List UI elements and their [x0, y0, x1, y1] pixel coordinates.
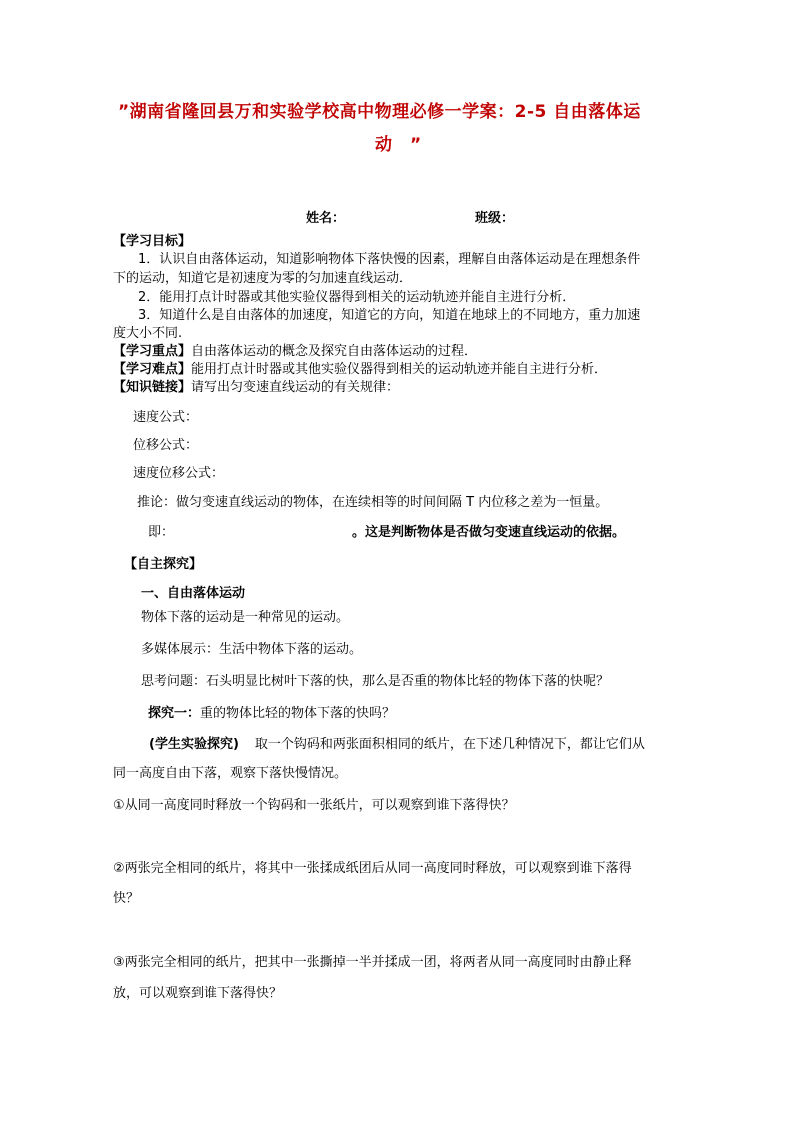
- section1-title: 一、自由落体运动: [141, 586, 246, 601]
- knowledge-link-heading: 【知识链接】: [113, 380, 192, 395]
- objective-2: 2．能用打点计时器或其他实验仪器得到相关的运动轨迹并能自主进行分析．: [138, 290, 576, 305]
- objective-1-line2: 下的运动，知道它是初速度为零的匀加速直线运动．: [113, 271, 413, 286]
- explore1-label: 探究一：: [148, 706, 201, 721]
- explore1-row: [148, 705, 395, 723]
- explore1-text: 重的物体比轻的物体下落的快吗？: [200, 706, 396, 721]
- experiment-row: [149, 736, 645, 754]
- difficulties-text: 能用打点计时器或其他实验仪器得到相关的运动轨迹并能自主进行分析．: [191, 362, 608, 377]
- key-points-heading: 【学习重点】: [113, 344, 192, 359]
- i-e-label: 即：: [148, 525, 175, 540]
- document-title-line2: 动 ”: [375, 135, 422, 155]
- experiment-line2: 同一高度自由下落，观察下落快慢情况。: [113, 766, 348, 781]
- velocity-displacement-formula-label: 速度位移公式：: [133, 466, 225, 481]
- paragraph-1: 物体下落的运动是一种常见的运动。: [141, 610, 350, 625]
- experiment-line1: 取一个钩码和两张面积相同的纸片，在下述几种情况下，都让它们从: [254, 737, 645, 752]
- question-2-line1: ②两张完全相同的纸片，将其中一张揉成纸团后从同一高度同时释放，可以观察到谁下落得: [113, 861, 632, 876]
- displacement-formula-label: 位移公式：: [133, 438, 199, 453]
- knowledge-link-row: [113, 379, 399, 397]
- question-3-line1: ③两张完全相同的纸片，把其中一张撕掉一半并揉成一团，将两者从同一高度同时由静止释: [113, 955, 632, 970]
- question-3-line2: 放，可以观察到谁下落得快？: [113, 986, 283, 1001]
- objective-3-line1: 3．知道什么是自由落体的加速度，知道它的方向，知道在地球上的不同地方，重力加速: [138, 308, 641, 323]
- criterion-text: 。这是判断物体是否做匀变速直线运动的依据。: [352, 525, 626, 540]
- knowledge-link-text: 请写出匀变速直线运动的有关规律：: [191, 380, 400, 395]
- class-label: 班级：: [475, 211, 515, 226]
- inquiry-heading: 【自主探究】: [124, 557, 203, 572]
- inference-text: 推论：做匀变速直线运动的物体，在连续相等的时间间隔 T 内位移之差为一恒量。: [137, 495, 609, 510]
- difficulties-row: [113, 361, 607, 379]
- velocity-formula-label: 速度公式：: [133, 410, 199, 425]
- objective-1-line1: 1．认识自由落体运动，知道影响物体下落快慢的因素，理解自由落体运动是在理想条件: [138, 252, 641, 267]
- key-points-row: [113, 343, 477, 361]
- difficulties-heading: 【学习难点】: [113, 362, 192, 377]
- paragraph-2: 多媒体展示：生活中物体下落的运动。: [141, 642, 363, 657]
- name-label: 姓名：: [306, 211, 346, 226]
- objectives-heading: 【学习目标】: [113, 234, 192, 249]
- objective-3-line2: 度大小不同.: [113, 326, 183, 341]
- paragraph-3: 思考问题：石头明显比树叶下落的快，那么是否重的物体比轻的物体下落的快呢？: [141, 674, 610, 689]
- question-1: ①从同一高度同时释放一个钩码和一张纸片，可以观察到谁下落得快？: [113, 798, 515, 813]
- question-2-line2: 快？: [113, 891, 140, 906]
- experiment-label: (学生实验探究): [149, 737, 239, 752]
- document-title-line1: ”湖南省隆回县万和实验学校高中物理必修一学案：2-5 自由落体运: [118, 102, 641, 122]
- key-points-text: 自由落体运动的概念及探究自由落体运动的过程．: [191, 344, 478, 359]
